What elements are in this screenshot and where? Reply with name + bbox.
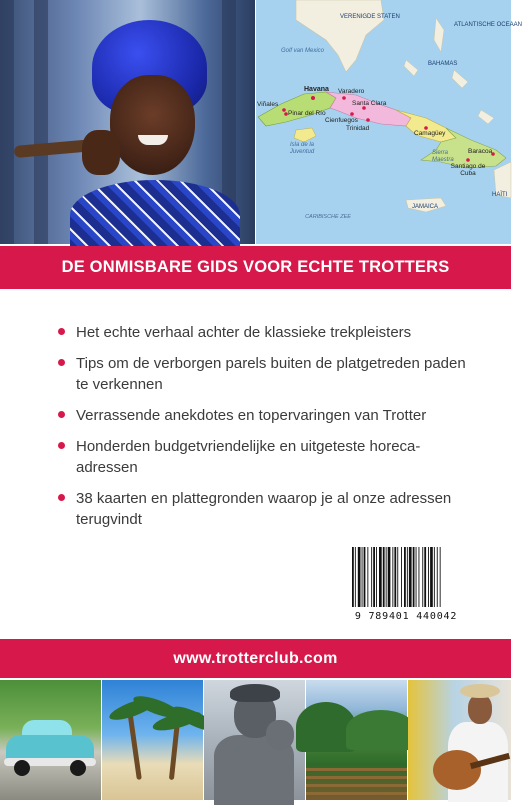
map-label-baracoa: Baracoa — [468, 148, 493, 155]
photo-palm-beach — [102, 680, 203, 800]
photo-guitar-musician — [408, 680, 511, 800]
list-item: Verrassende anekdotes en topervaringen van Trotter — [58, 405, 478, 426]
barcode-bars — [346, 545, 466, 609]
map-label-pinar: Pinar del Río — [288, 110, 326, 117]
map-label-gulf: Golf van Mexico — [281, 48, 325, 54]
map-label-jamaica: JAMAICA — [412, 204, 439, 210]
website-url: www.trotterclub.com — [173, 649, 338, 667]
bullet-icon — [58, 328, 65, 335]
map-label-santa-clara: Santa Clara — [352, 100, 387, 107]
bullet-icon — [58, 411, 65, 418]
map-label-santiago: Santiago de Cuba — [450, 163, 486, 177]
map-label-isla: Isla de la Juventud — [289, 142, 315, 155]
map-label-atlantic: ATLANTISCHE OCEAAN — [454, 22, 522, 28]
photo-classic-car — [0, 680, 101, 800]
map-label-haiti: HAÏTI — [492, 192, 508, 198]
map-label-usa: VERENIGDE STATEN — [340, 14, 400, 20]
map-label-caribbean: CARIBISCHE ZEE — [305, 214, 351, 220]
map-label-trinidad: Trinidad — [346, 125, 370, 132]
map-label-camaguey: Camagüey — [414, 130, 446, 137]
photo-strip — [0, 680, 511, 800]
isbn-number: 9 789401 440042 — [354, 611, 458, 622]
map-label-sierra: Sierra Maestra — [432, 150, 454, 163]
feature-list — [58, 322, 478, 540]
map-label-vinales: Viñales — [257, 101, 279, 108]
photo-vinales-valley — [306, 680, 407, 800]
tagline-banner — [0, 246, 511, 289]
bullet-icon — [58, 494, 65, 501]
photo-che-statue — [204, 680, 305, 800]
map-label-havana: Havana — [304, 86, 329, 93]
list-item: Het echte verhaal achter de klassieke trekpleisters — [58, 322, 478, 343]
map-label-cienfuegos: Cienfuegos — [325, 117, 358, 124]
tagline-text: DE ONMISBARE GIDS VOOR ECHTE TROTTERS — [61, 258, 450, 276]
cover-photo-woman-with-cigar — [0, 0, 255, 244]
bullet-icon — [58, 359, 65, 366]
website-banner — [0, 639, 511, 678]
list-item: Honderden budgetvriendelijke en uitgeteste horeca-adressen — [58, 436, 478, 478]
cuba-map — [256, 0, 522, 244]
list-item: 38 kaarten en plattegronden waarop je al onze adressen terugvindt — [58, 488, 478, 530]
list-item: Tips om de verborgen parels buiten de platgetreden paden te verkennen — [58, 353, 478, 395]
bullet-icon — [58, 442, 65, 449]
isbn-barcode — [346, 545, 466, 625]
map-label-bahamas: BAHAMAS — [428, 61, 458, 67]
map-label-varadero: Varadero — [338, 88, 365, 95]
